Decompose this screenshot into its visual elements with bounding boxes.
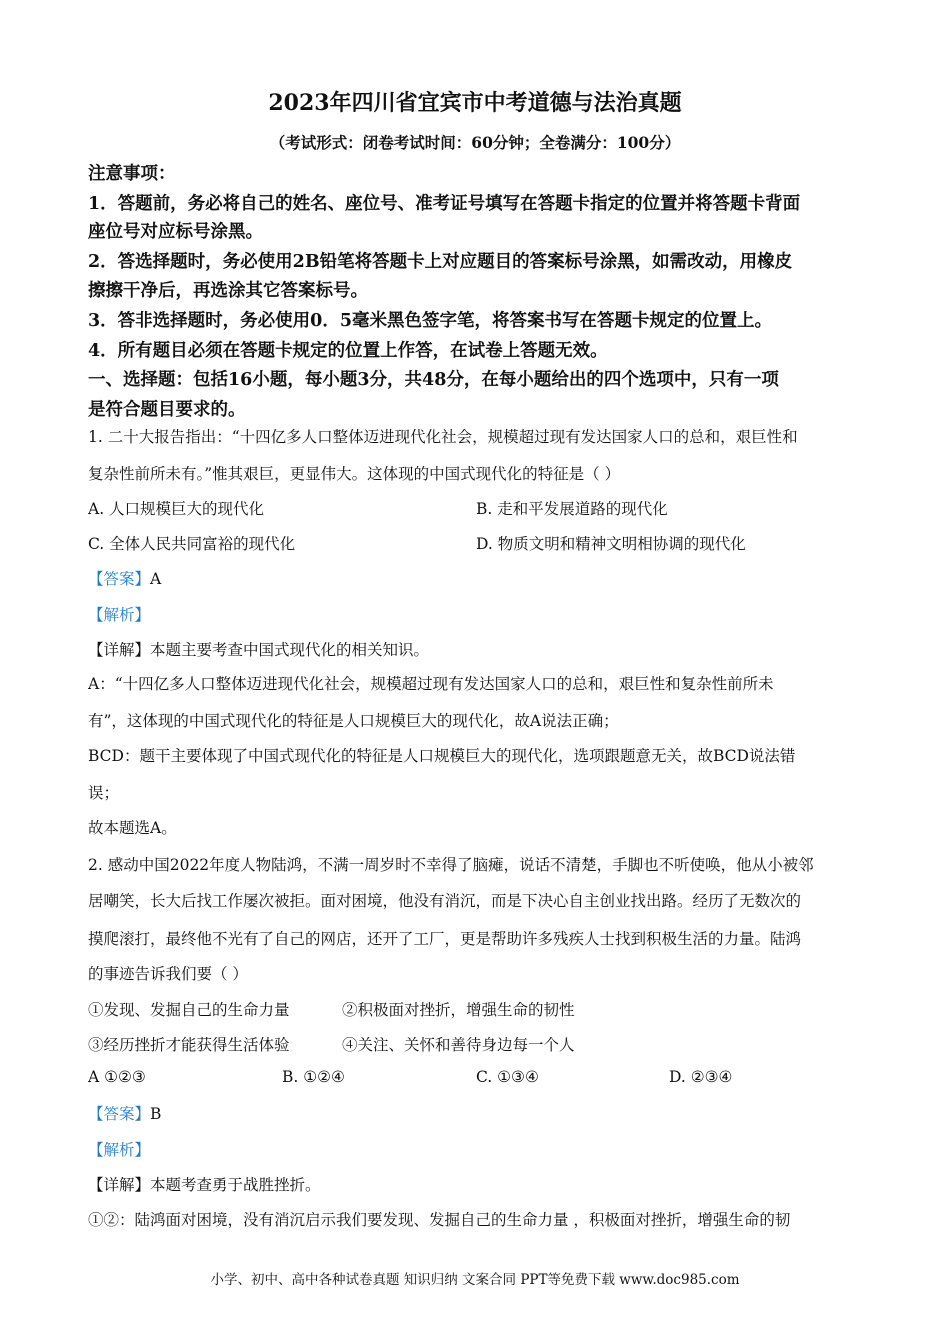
q2-detail	[88, 1173, 868, 1195]
q1-analysis	[88, 603, 868, 625]
q2-option-a: A ①②③	[88, 1068, 146, 1086]
answer-tag: 【答案】	[88, 1105, 151, 1123]
notice-item: 3．答非选择题时，务必使用0．5毫米黑色签字笔，将答案书写在答题卡规定的位置上。	[88, 311, 773, 331]
analysis-tag: 【解析】	[88, 606, 151, 624]
detail-tag: 【详解】	[88, 1176, 151, 1194]
notice-item: 1．答题前，务必将自己的姓名、座位号、准考证号填写在答题卡指定的位置并将答题卡背面	[88, 194, 801, 214]
q1-option-d: D. 物质文明和精神文明相协调的现代化	[476, 535, 746, 553]
q2-answer	[88, 1102, 868, 1124]
footer-download-link[interactable]: 小学、初中、高中各种试卷真题 知识归纳 文案合同 PPT等免费下载 www.doc985.com	[210, 1272, 740, 1288]
detail-text: 本题考查勇于战胜挫折。	[150, 1176, 321, 1194]
notice-item: 4．所有题目必须在答题卡规定的位置上作答，在试卷上答题无效。	[88, 341, 608, 361]
section-heading: 一、选择题：包括16小题，每小题3分，共48分，在每小题给出的四个选项中，只有一项	[88, 370, 779, 390]
q1-option-b: B. 走和平发展道路的现代化	[476, 500, 668, 518]
q1-stem-cont: 复杂性前所未有。”惟其艰巨，更显伟大。这体现的中国式现代化的特征是（ ）	[88, 465, 621, 483]
q2-stem-cont: 居嘲笑，长大后找工作屡次被拒。面对困境，他没有消沉，而是下决心自主创业找出路。经历了无数次的	[88, 892, 802, 910]
page-title: 2023年四川省宜宾市中考道德与法治真题	[268, 90, 682, 116]
analysis-tag: 【解析】	[88, 1141, 151, 1159]
q1-explain-a-cont: 有”，这体现的中国式现代化的特征是人口规模巨大的现代化，故A说法正确；	[88, 712, 619, 730]
detail-tag: 【详解】	[88, 641, 151, 659]
answer-value: B	[150, 1105, 162, 1123]
q2-explain: ①②：陆鸿面对困境，没有消沉启示我们要发现、发掘自己的生命力量 ，积极面对挫折，增强生命的韧	[88, 1211, 791, 1229]
detail-text: 本题主要考查中国式现代化的相关知识。	[150, 641, 430, 659]
exam-info: （考试形式：闭卷考试时间：60分钟；全卷满分：100分）	[269, 133, 681, 152]
q1-answer	[88, 567, 868, 589]
q2-analysis	[88, 1138, 868, 1160]
q1-conclusion: 故本题选A。	[88, 819, 177, 837]
q2-statement-1: ①发现、发掘自己的生命力量	[88, 1001, 290, 1019]
notice-item: 2．答选择题时，务必使用2B铅笔将答题卡上对应题目的答案标号涂黑，如需改动，用橡皮	[88, 252, 793, 272]
q2-statement-2: ②积极面对挫折，增强生命的韧性	[342, 1001, 575, 1019]
q2-option-d: D. ②③④	[669, 1068, 733, 1086]
answer-tag: 【答案】	[88, 570, 151, 588]
q2-stem-cont: 摸爬滚打，最终他不光有了自己的网店，还开了工厂，更是帮助许多残疾人士找到积极生活的力量。陆鸿	[88, 930, 802, 948]
q1-explain-a: A：“十四亿多人口整体迈进现代化社会，规模超过现有发达国家人口的总和，艰巨性和复杂性前所未	[88, 675, 774, 693]
notice-heading: 注意事项：	[88, 164, 176, 184]
q1-stem: 1. 二十大报告指出：“十四亿多人口整体迈进现代化社会，规模超过现有发达国家人口的总和，艰巨性和	[88, 428, 798, 446]
notice-item: 擦擦干净后，再选涂其它答案标号。	[88, 281, 368, 301]
q2-statement-4: ④关注、关怀和善待身边每一个人	[342, 1036, 575, 1054]
section-heading-cont: 是符合题目要求的。	[88, 400, 246, 420]
q1-explain-bcd-cont: 误；	[88, 784, 120, 802]
q1-option-c: C. 全体人民共同富裕的现代化	[88, 535, 296, 553]
q2-stem-cont: 的事迹告诉我们要（ ）	[88, 965, 248, 983]
q1-detail	[88, 638, 868, 660]
answer-value: A	[150, 570, 162, 588]
q2-option-c: C. ①③④	[476, 1068, 539, 1086]
q2-statement-3: ③经历挫折才能获得生活体验	[88, 1036, 290, 1054]
q2-option-b: B. ①②④	[282, 1068, 345, 1086]
q1-explain-bcd: BCD：题干主要体现了中国式现代化的特征是人口规模巨大的现代化，选项跟题意无关，故BCD说法错	[88, 747, 796, 765]
q2-stem: 2. 感动中国2022年度人物陆鸿，不满一周岁时不幸得了脑瘫，说话不清楚，手脚也不听使唤，他从小被邻	[88, 856, 814, 874]
q1-option-a: A. 人口规模巨大的现代化	[88, 500, 265, 518]
notice-item: 座位号对应标号涂黑。	[88, 222, 263, 242]
